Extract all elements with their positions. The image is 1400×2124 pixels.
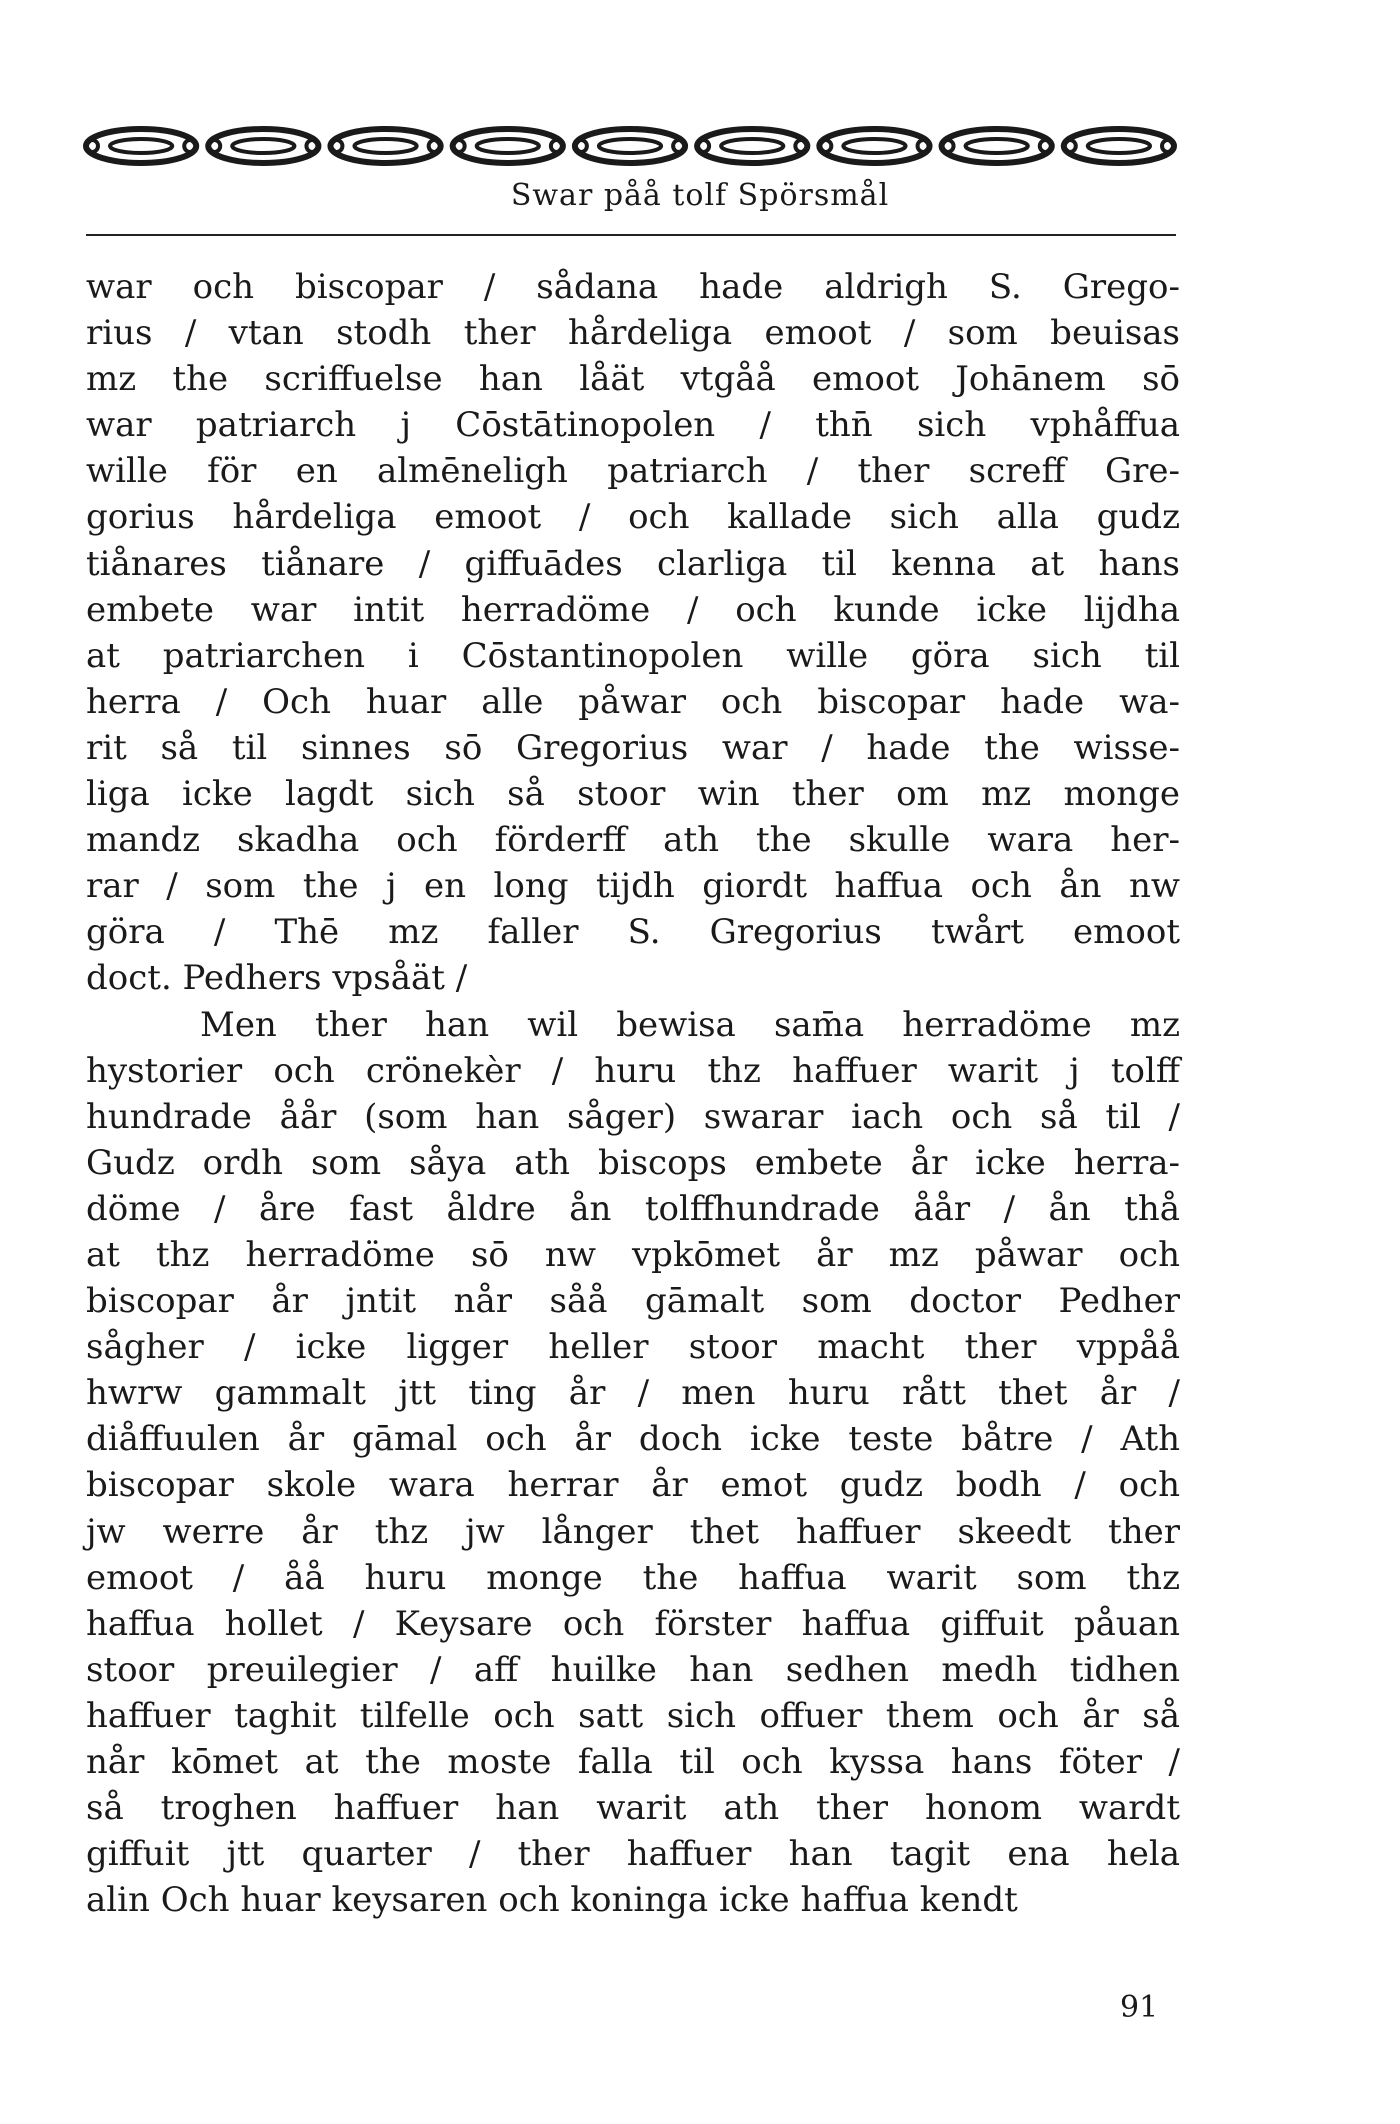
text-line: rar / som the j en long tijdh giordt haffua och ån nw: [86, 866, 1180, 907]
text-line: jw werre år thz jw långer thet haffuer skeedt ther: [86, 1511, 1180, 1552]
text-line: giffuit jtt quarter / ther haffuer han tagit ena hela: [86, 1834, 1180, 1875]
decorative-border-ornament: [80, 123, 1180, 169]
text-line: rit så til sinnes sō Gregorius war / hade the wisse-: [86, 727, 1180, 768]
ornament-unit: [575, 129, 685, 163]
running-header: Swar påå tolf Spörsmål: [510, 178, 890, 213]
text-line: alin Och huar keysaren och koninga icke haffua kendt: [86, 1880, 1018, 1921]
text-line: Men ther han wil bewisa sam̄a herradöme mz: [200, 1004, 1180, 1045]
text-line: Gudz ordh som såya ath biscops embete år icke herra-: [86, 1142, 1180, 1183]
text-line: göra / Thē mz faller S. Gregorius twårt emoot: [86, 912, 1180, 953]
text-line: hystorier och crönekèr / huru thz haffuer warit j tolff: [86, 1050, 1180, 1091]
text-line: mandz skadha och förderff ath the skulle wara her-: [86, 820, 1180, 861]
text-line: sågher / icke ligger heller stoor macht ther vppåå: [86, 1327, 1180, 1368]
text-line: emoot / åå huru monge the haffua warit som thz: [86, 1557, 1180, 1598]
text-line: haffuer taghit tilfelle och satt sich offuer them och år så: [86, 1695, 1180, 1736]
text-line: haffua hollet / Keysare och förster haffua giffuit påuan: [86, 1603, 1180, 1644]
text-line: biscopar skole wara herrar år emot gudz bodh / och: [86, 1465, 1180, 1506]
ornament-unit: [86, 129, 196, 163]
text-line: at thz herradöme sō nw vpkōmet år mz påwar och: [86, 1234, 1180, 1275]
page-number: 91: [1120, 1990, 1159, 2025]
ornament-unit: [330, 129, 440, 163]
text-line: döme / åre fast åldre ån tolffhundrade åår / ån thå: [86, 1188, 1180, 1229]
text-line: biscopar år jntit når såå gāmalt som doctor Pedher: [86, 1281, 1180, 1322]
text-line: wille för en almēneligh patriarch / ther screff Gre-: [86, 451, 1180, 492]
ornament-unit: [942, 129, 1052, 163]
ornament-unit: [453, 129, 563, 163]
text-line: liga icke lagdt sich så stoor win ther om mz monge: [86, 774, 1180, 815]
ornament-unit: [1064, 129, 1174, 163]
ornament-unit: [819, 129, 929, 163]
text-line: diåffuulen år gāmal och år doch icke teste båtre / Ath: [86, 1419, 1180, 1460]
text-line: så troghen haffuer han warit ath ther honom wardt: [86, 1788, 1180, 1829]
text-line: tiånares tiånare / giffuādes clarliga til kenna at hans: [86, 543, 1180, 584]
text-line: når kōmet at the moste falla til och kyssa hans föter /: [86, 1742, 1180, 1782]
text-line: rius / vtan stodh ther hårdeliga emoot / som beuisas: [86, 313, 1180, 354]
header-rule: [86, 234, 1176, 236]
text-line: war patriarch j Cōstātinopolen / thn̄ sich vphåffua: [86, 405, 1180, 446]
text-line: embete war intit herradöme / och kunde icke lijdha: [86, 589, 1180, 630]
text-line: war och biscopar / sådana hade aldrigh S. Grego-: [86, 267, 1180, 307]
text-line: hundrade åår (som han såger) swarar iach och så til /: [86, 1096, 1180, 1137]
ornament-unit: [208, 129, 318, 163]
text-line: doct. Pedhers vpsåät /: [86, 958, 468, 999]
text-line: herra / Och huar alle påwar och biscopar hade wa-: [86, 681, 1180, 722]
text-line: mz the scriffuelse han låät vtgåå emoot Johānem sō: [86, 359, 1180, 400]
text-line: at patriarchen i Cōstantinopolen wille göra sich til: [86, 635, 1180, 676]
text-line: gorius hårdeliga emoot / och kallade sich alla gudz: [86, 497, 1180, 538]
body-text: [86, 264, 1180, 1923]
text-line: stoor preuilegier / aff huilke han sedhen medh tidhen: [86, 1649, 1180, 1690]
ornament-unit: [697, 129, 807, 163]
text-line: hwrw gammalt jtt ting år / men huru rått thet år /: [86, 1373, 1180, 1414]
